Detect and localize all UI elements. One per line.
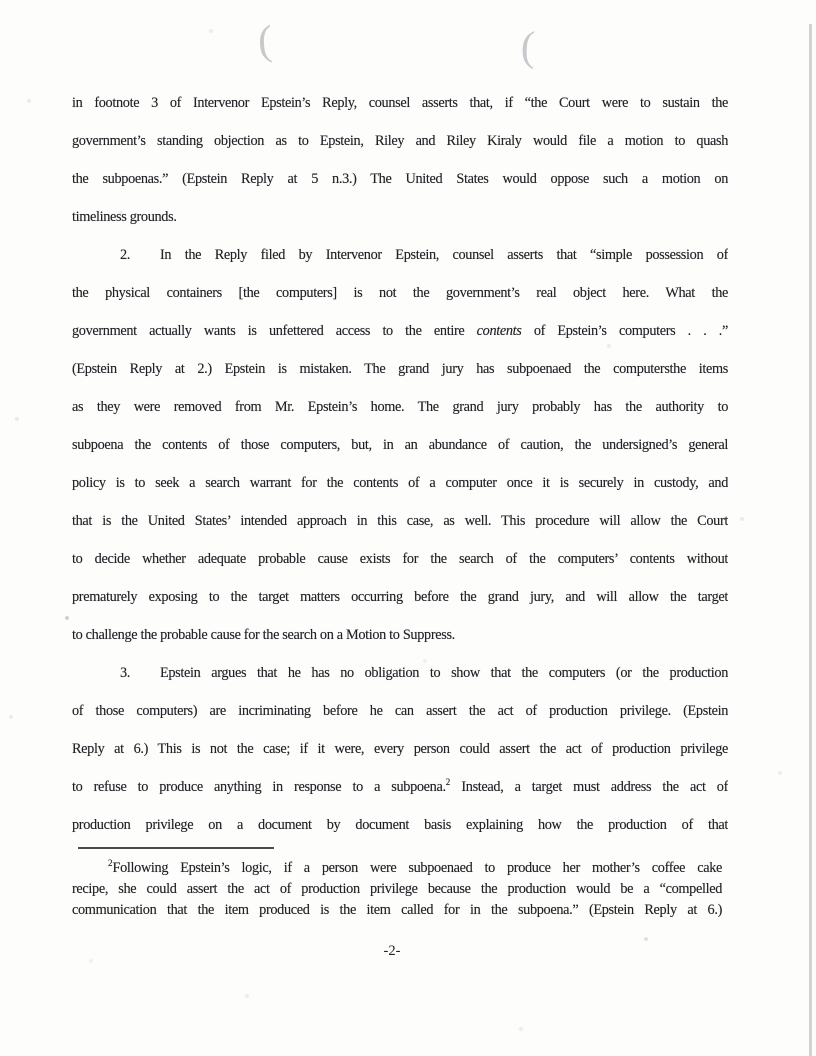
scan-noise: [0, 0, 2, 2]
body-line: [72, 730, 728, 768]
scan-artifact-curve-right: (: [520, 23, 536, 71]
body-line: [72, 502, 728, 540]
scan-artifact-curve-left: (: [256, 17, 274, 65]
text-segment: of Epstein’s computers . . .”: [521, 323, 728, 339]
text-segment: In the Reply filed by Intervenor Epstein, counsel asserts that “simple possession of: [160, 247, 728, 263]
text-segment: to refuse to produce anything in response to a subpoena.: [72, 779, 446, 795]
text-segment: subpoena the contents of those computers, but, in an abundance of caution, the undersigned’s general: [72, 437, 728, 453]
text-segment: the physical containers [the computers] is not the government’s real object here. What the: [72, 285, 728, 301]
body-line: [72, 578, 728, 616]
body-line: [72, 768, 728, 806]
paragraph-number: 2.: [120, 247, 131, 263]
body-line: [72, 692, 728, 730]
text-segment: as they were removed from Mr. Epstein’s home. The grand jury probably has the authority to: [72, 399, 728, 415]
scan-edge-line: [809, 24, 812, 1056]
body-line: [72, 806, 728, 844]
text-segment: prematurely exposing to the target matters occurring before the grand jury, and will allow the target: [72, 589, 728, 605]
text-segment: Following Epstein’s logic, if a person were subpoenaed to produce her mother’s coffee cake: [112, 860, 722, 876]
paragraph-3: [72, 654, 728, 844]
paragraph-2: [72, 236, 728, 654]
text-segment: to challenge the probable cause for the search on a Motion to Suppress.: [72, 627, 455, 643]
footnote-line: [72, 900, 722, 921]
footnote: [72, 858, 722, 921]
document-body: [72, 84, 728, 844]
text-segment: (Epstein Reply at 2.) Epstein is mistaken. The grand jury has subpoenaed the computersthe items: [72, 361, 728, 377]
footnote-separator: [78, 847, 274, 849]
body-line: [72, 426, 728, 464]
text-segment: production privilege on a document by document basis explaining how the production of that: [72, 817, 728, 833]
text-segment: timeliness grounds.: [72, 209, 177, 225]
body-line: [72, 388, 728, 426]
text-segment: Reply at 6.) This is not the case; if it were, every person could assert the act of production privilege: [72, 741, 728, 757]
text-segment: that is the United States’ intended approach in this case, as well. This procedure will allow the Court: [72, 513, 728, 529]
text-segment: government’s standing objection as to Epstein, Riley and Riley Kiraly would file a motion to quash: [72, 133, 728, 149]
body-line: [72, 616, 728, 654]
body-line: [72, 350, 728, 388]
text-segment: policy is to seek a search warrant for the contents of a computer once it is securely in custody, and: [72, 475, 728, 491]
page-number: -2-: [383, 943, 401, 959]
footnote-reference: 2: [445, 777, 451, 787]
footnote-line: [72, 879, 722, 900]
text-segment: recipe, she could assert the act of production privilege because the production would be a “compelled: [72, 881, 722, 897]
footnote-reference: 2: [108, 858, 113, 868]
text-segment: in footnote 3 of Intervenor Epstein’s Reply, counsel asserts that, if “the Court were to sustain the: [72, 95, 728, 111]
body-line: [72, 540, 728, 578]
text-segment: to decide whether adequate probable cause exists for the search of the computers’ contents without: [72, 551, 728, 567]
body-line: [72, 122, 728, 160]
body-line: [72, 236, 728, 274]
body-line: [72, 198, 728, 236]
text-segment: of those computers) are incriminating before he can assert the act of production privilege. (Epstein: [72, 703, 728, 719]
text-segment: Instead, a target must address the act of: [450, 779, 728, 795]
footnote-line: [72, 858, 722, 879]
body-line: [72, 654, 728, 692]
text-segment: communication that the item produced is the item called for in the subpoena.” (Epstein Reply at 6.): [72, 902, 722, 918]
body-line: [72, 312, 728, 350]
text-segment: government actually wants is unfettered access to the entire: [72, 323, 477, 339]
body-line: [72, 160, 728, 198]
body-line: [72, 84, 728, 122]
text-segment: the subpoenas.” (Epstein Reply at 5 n.3.) The United States would oppose such a motion on: [72, 171, 728, 187]
paragraph-number: 3.: [120, 665, 131, 681]
italic-text: contents: [476, 323, 522, 339]
paragraph-continuation: [72, 84, 728, 236]
body-line: [72, 464, 728, 502]
text-segment: Epstein argues that he has no obligation to show that the computers (or the production: [160, 665, 728, 681]
body-line: [72, 274, 728, 312]
